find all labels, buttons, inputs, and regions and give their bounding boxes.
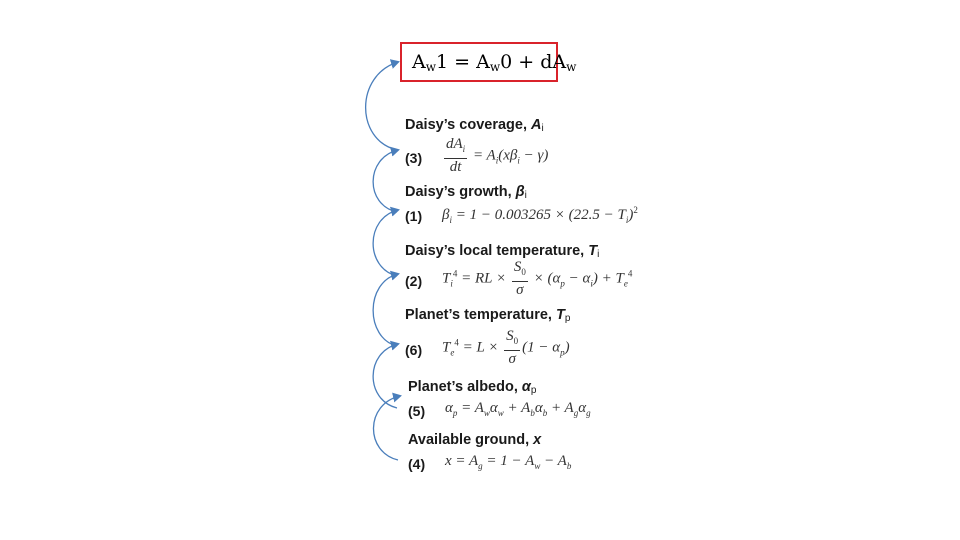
equation-planet-temperature: $T_e^4 = L$ × $\frac{S_0}{\sigma}$ $(1 - \alpha_p)$ <box>442 328 570 367</box>
heading-daisy-coverage: Daisy’s coverage, $A_i$ <box>405 117 544 134</box>
arrow-growth-to-coverage <box>373 150 398 212</box>
arrow-local-temp-to-growth <box>373 210 398 276</box>
eq-number-4: (4) <box>408 456 426 472</box>
arrow-planet-temp-to-local-temp <box>373 274 398 346</box>
heading-available-ground: Available ground, x <box>408 432 542 448</box>
eq-number-1: (1) <box>405 208 423 224</box>
equation-growth: $\beta_i = 1 - 0.003265 \times (22.5 - T_i)^2$ <box>442 205 638 225</box>
heading-planet-albedo: Planet’s albedo, $\alpha_p$ <box>408 379 537 396</box>
equation-local-temperature: $T_i^4$ = RL × $\frac{S_0}{\sigma}$ × $(\alpha_p - \alpha_i) + T_e^4$ <box>442 259 633 298</box>
eq-number-2: (2) <box>405 273 423 289</box>
update-equation: $A_w1 = A_w0 + dA_w$ <box>412 50 577 74</box>
heading-local-temperature: Daisy’s local temperature, $T_i$ <box>405 243 600 260</box>
heading-daisy-growth: Daisy’s growth, $\beta_i$ <box>405 184 527 201</box>
eq-number-5: (5) <box>408 403 426 419</box>
equation-coverage: $\frac{dA_i}{dt}$ = $A_i(x\beta_i - \gamma)$ <box>446 136 549 175</box>
arrow-ground-to-albedo <box>373 396 400 460</box>
equation-albedo: $\alpha_p = A_w\alpha_w + A_b\alpha_b + A_g\alpha_g$ <box>445 400 591 418</box>
eq-number-3: (3) <box>405 150 423 166</box>
arrow-coverage-to-update <box>366 62 398 150</box>
equation-available-ground: $x = A_g = 1 - A_w - A_b$ <box>445 453 572 471</box>
eq-number-6: (6) <box>405 342 423 358</box>
heading-planet-temperature: Planet’s temperature, $T_p$ <box>405 307 571 324</box>
